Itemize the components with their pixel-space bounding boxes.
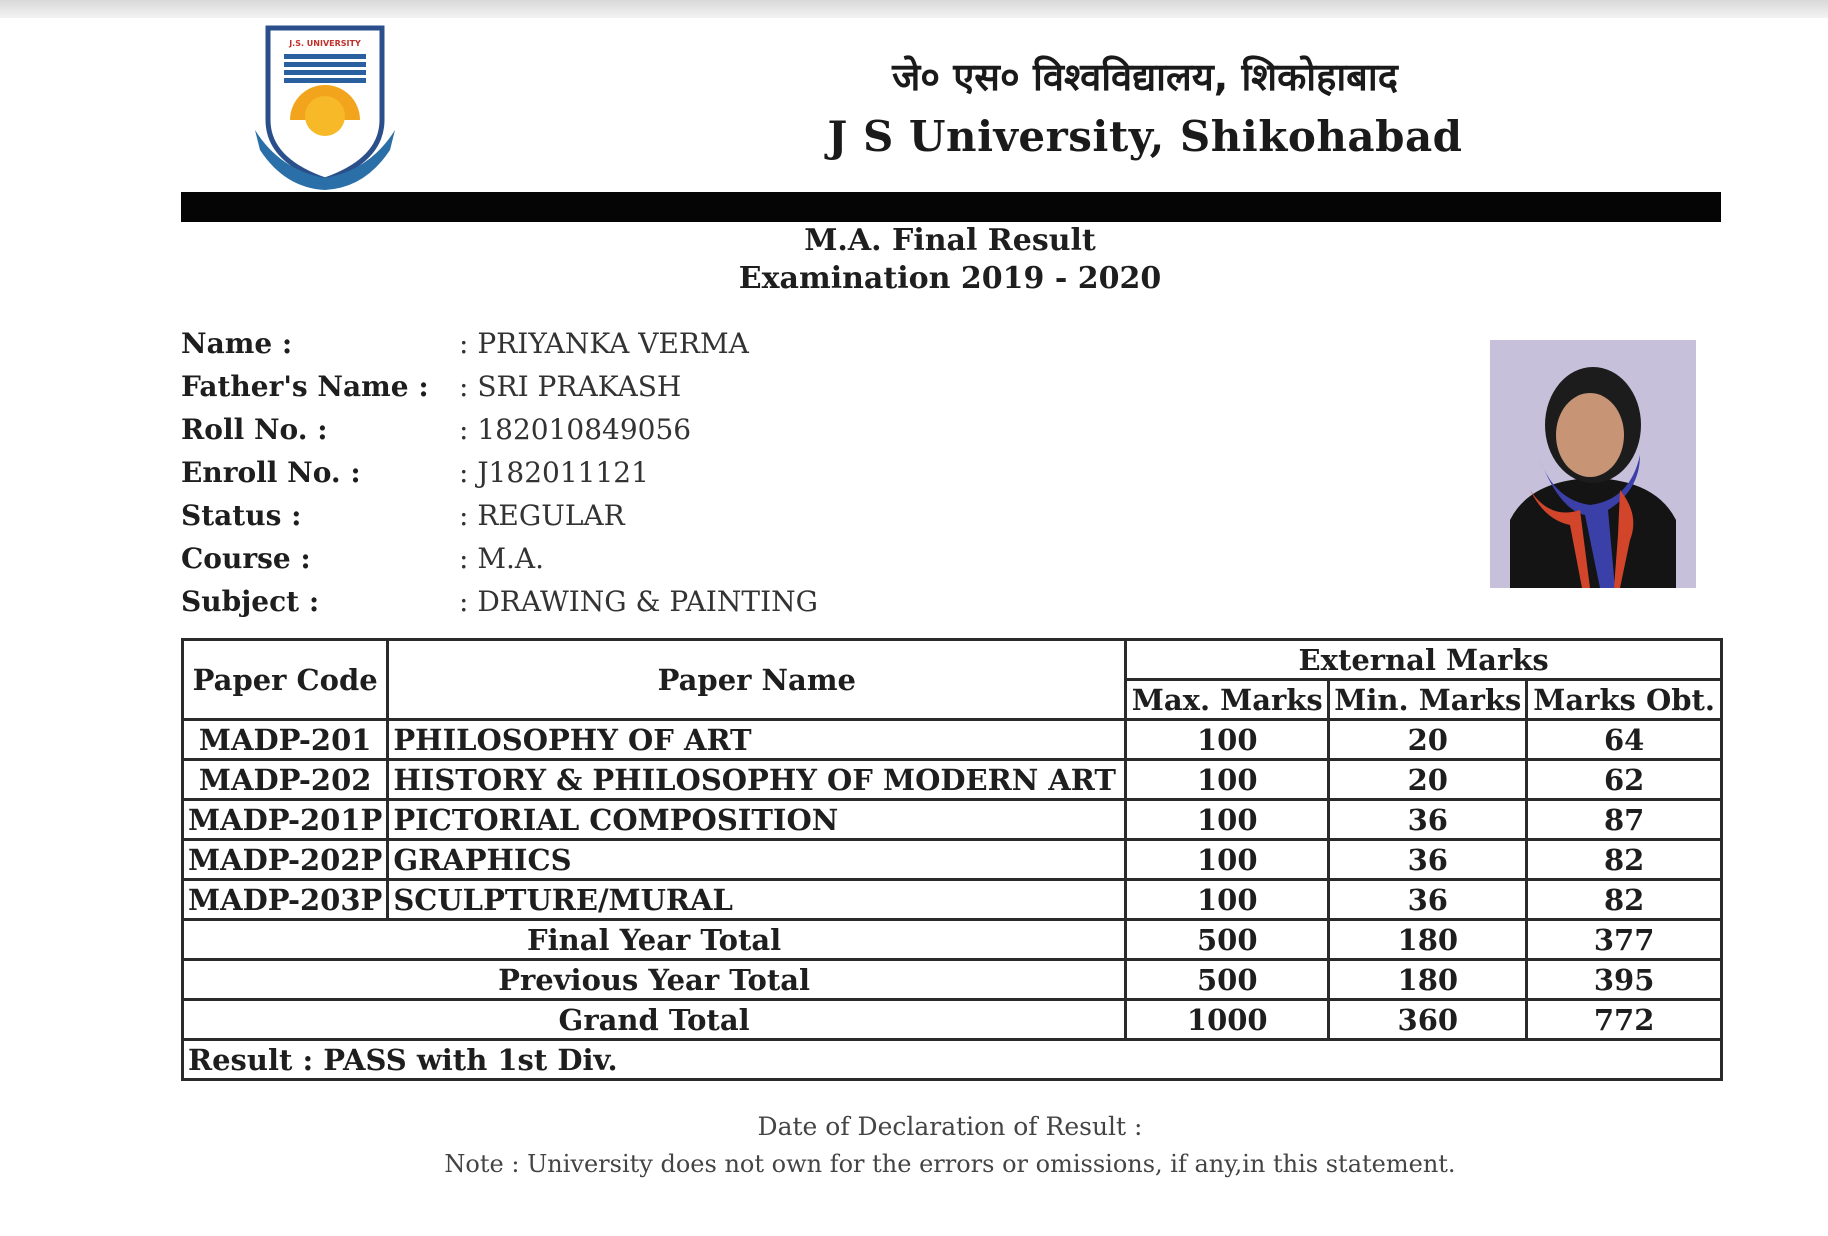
marks-obt-cell: 62 — [1527, 760, 1722, 800]
info-value: : M.A. — [459, 542, 545, 575]
total-max: 1000 — [1126, 1000, 1329, 1040]
info-value: : SRI PRAKASH — [459, 370, 682, 403]
header-external-marks: External Marks — [1126, 640, 1722, 680]
top-strip — [0, 0, 1828, 18]
info-label: Father's Name : — [181, 370, 429, 403]
table-row — [183, 880, 1722, 920]
student-photo — [1490, 340, 1696, 588]
total-max: 500 — [1126, 920, 1329, 960]
logo-text: J.S. UNIVERSITY — [289, 39, 361, 48]
paper-name-cell: PHILOSOPHY OF ART — [388, 720, 1126, 760]
paper-name-cell: PICTORIAL COMPOSITION — [388, 800, 1126, 840]
paper-name-cell: GRAPHICS — [388, 840, 1126, 880]
max-marks-cell: 100 — [1126, 800, 1329, 840]
result-title-line2: Examination 2019 - 2020 — [738, 261, 1162, 296]
info-label: Roll No. : — [181, 413, 328, 446]
result-title — [600, 222, 1300, 298]
marks-obt-cell: 64 — [1527, 720, 1722, 760]
table-row — [183, 800, 1722, 840]
max-marks-cell: 100 — [1126, 840, 1329, 880]
min-marks-cell: 20 — [1329, 720, 1527, 760]
max-marks-cell: 100 — [1126, 760, 1329, 800]
info-row-father-name — [181, 365, 818, 408]
paper-code-cell: MADP-201 — [183, 720, 388, 760]
total-min: 360 — [1329, 1000, 1527, 1040]
total-obt: 772 — [1527, 1000, 1722, 1040]
info-label: Course : — [181, 542, 311, 575]
max-marks-cell: 100 — [1126, 880, 1329, 920]
info-row-status — [181, 494, 818, 537]
min-marks-cell: 36 — [1329, 880, 1527, 920]
paper-code-cell: MADP-202P — [183, 840, 388, 880]
info-row-course — [181, 537, 818, 580]
grand-total-row — [183, 1000, 1722, 1040]
paper-code-cell: MADP-201P — [183, 800, 388, 840]
table-row — [183, 760, 1722, 800]
table-row — [183, 720, 1722, 760]
table-row — [183, 840, 1722, 880]
info-value: : J182011121 — [459, 456, 649, 489]
total-label: Final Year Total — [183, 920, 1126, 960]
info-row-roll-no — [181, 408, 818, 451]
declaration-date: Date of Declaration of Result : — [757, 1112, 1143, 1141]
total-obt: 377 — [1527, 920, 1722, 960]
header-paper-name: Paper Name — [388, 640, 1126, 720]
header-paper-code: Paper Code — [183, 640, 388, 720]
total-min: 180 — [1329, 960, 1527, 1000]
min-marks-cell: 36 — [1329, 800, 1527, 840]
paper-name-cell: SCULPTURE/MURAL — [388, 880, 1126, 920]
min-marks-cell: 20 — [1329, 760, 1527, 800]
header-divider — [181, 192, 1721, 222]
final-year-total-row — [183, 920, 1722, 960]
info-label: Status : — [181, 499, 302, 532]
total-min: 180 — [1329, 920, 1527, 960]
info-row-name — [181, 322, 818, 365]
info-value: : DRAWING & PAINTING — [459, 585, 819, 618]
total-obt: 395 — [1527, 960, 1722, 1000]
paper-code-cell: MADP-203P — [183, 880, 388, 920]
result-text: Result : PASS with 1st Div. — [183, 1040, 1722, 1080]
student-info — [181, 322, 818, 623]
footer-note: Note : University does not own for the errors or omissions, if any,in this statement. — [444, 1150, 1456, 1178]
info-label: Subject : — [181, 585, 320, 618]
paper-code-cell: MADP-202 — [183, 760, 388, 800]
max-marks-cell: 100 — [1126, 720, 1329, 760]
info-label: Name : — [181, 327, 293, 360]
info-row-subject — [181, 580, 818, 623]
total-label: Previous Year Total — [183, 960, 1126, 1000]
header-min-marks: Min. Marks — [1329, 680, 1527, 720]
result-row — [183, 1040, 1722, 1080]
table-header-row — [183, 640, 1722, 680]
university-name-english: J S University, Shikohabad — [827, 112, 1463, 161]
info-value: : REGULAR — [459, 499, 625, 532]
total-max: 500 — [1126, 960, 1329, 1000]
marks-obt-cell: 82 — [1527, 880, 1722, 920]
marks-table — [181, 638, 1723, 1081]
info-value: : PRIYANKA VERMA — [459, 327, 749, 360]
result-title-line1: M.A. Final Result — [804, 223, 1096, 258]
info-label: Enroll No. : — [181, 456, 361, 489]
previous-year-total-row — [183, 960, 1722, 1000]
min-marks-cell: 36 — [1329, 840, 1527, 880]
info-row-enroll-no — [181, 451, 818, 494]
paper-name-cell: HISTORY & PHILOSOPHY OF MODERN ART — [388, 760, 1126, 800]
university-name-hindi: जे० एस० विश्वविद्यालय, शिकोहाबाद — [892, 55, 1398, 99]
header-max-marks: Max. Marks — [1126, 680, 1329, 720]
marks-obt-cell: 82 — [1527, 840, 1722, 880]
university-crest-icon — [250, 20, 400, 190]
info-value: : 182010849056 — [459, 413, 692, 446]
total-label: Grand Total — [183, 1000, 1126, 1040]
marks-obt-cell: 87 — [1527, 800, 1722, 840]
header-marks-obt: Marks Obt. — [1527, 680, 1722, 720]
